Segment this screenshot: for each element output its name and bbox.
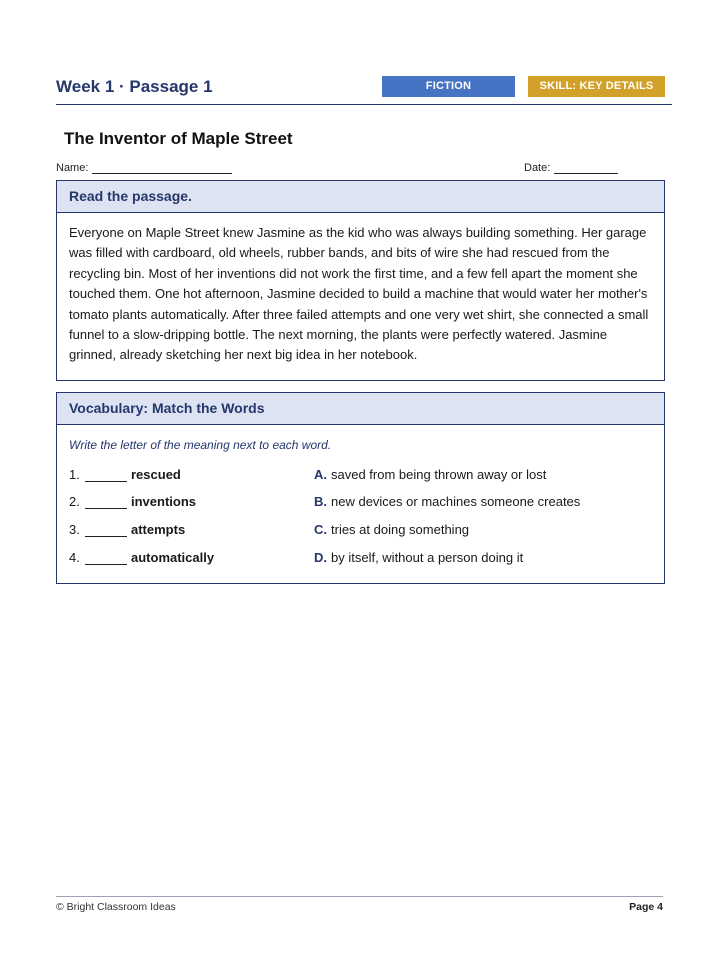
genre-badge: FICTION xyxy=(382,76,515,97)
page-header xyxy=(56,74,672,106)
vocabulary-heading: Vocabulary: Match the Words xyxy=(57,393,664,425)
definition-letter: A. xyxy=(314,467,327,482)
date-label: Date: xyxy=(524,162,551,174)
vocab-number: 4. xyxy=(69,550,80,565)
copyright-notice: © Bright Classroom Ideas xyxy=(56,901,176,913)
vocab-word: automatically xyxy=(131,550,215,565)
passage-title: The Inventor of Maple Street xyxy=(64,129,293,148)
vocabulary-section xyxy=(56,392,665,584)
answer-blank[interactable] xyxy=(85,522,127,537)
vocab-row xyxy=(69,494,649,514)
vocab-word: attempts xyxy=(131,522,186,537)
vocab-row xyxy=(69,467,649,487)
vocab-word: inventions xyxy=(131,494,197,509)
footer-divider xyxy=(56,896,663,897)
skill-badge: SKILL: KEY DETAILS xyxy=(528,76,665,97)
vocab-row xyxy=(69,522,649,542)
definition-text: saved from being thrown away or lost xyxy=(331,467,547,482)
vocabulary-instructions: Write the letter of the meaning next to each word. xyxy=(69,438,332,452)
definition-text: tries at doing something xyxy=(331,522,470,537)
answer-blank[interactable] xyxy=(85,550,127,565)
definition-letter: B. xyxy=(314,494,327,509)
name-label: Name: xyxy=(56,162,89,174)
vocab-number: 1. xyxy=(69,467,80,482)
vocab-word: rescued xyxy=(131,467,181,482)
vocab-number: 3. xyxy=(69,522,80,537)
definition-text: by itself, without a person doing it xyxy=(331,550,524,565)
week-title: Week 1 · Passage 1 xyxy=(56,77,213,96)
header-divider xyxy=(56,104,672,105)
vocab-row xyxy=(69,550,649,570)
definition-letter: C. xyxy=(314,522,327,537)
page-number: Page 4 xyxy=(629,901,663,913)
passage-section-heading: Read the passage. xyxy=(57,181,664,213)
passage-section xyxy=(56,180,665,381)
name-field[interactable] xyxy=(56,162,232,174)
definition-letter: D. xyxy=(314,550,327,565)
definition-text: new devices or machines someone creates xyxy=(331,494,581,509)
answer-blank[interactable] xyxy=(85,467,127,482)
date-blank[interactable] xyxy=(554,163,618,174)
passage-text: Everyone on Maple Street knew Jasmine as the kid who was always building something. Her garage was filled with cardboard, old wheels, rubber bands, and bits of wire she had rescued from the recycling bin. Most of her inventions did not work the first time, and a few fell apart the moment she touched them. One hot afternoon, Jasmine decided to build a machine that would water her mother's tomato plants automatically. After three failed attempts and one very wet shirt, she connected a small funnel to a slow-dripping bottle. The next morning, the plants were perfectly watered. Jasmine grinned, already sketching her next big idea in her notebook. xyxy=(69,225,649,363)
name-blank[interactable] xyxy=(92,163,232,174)
date-field[interactable] xyxy=(524,162,618,174)
answer-blank[interactable] xyxy=(85,494,127,509)
vocab-number: 2. xyxy=(69,494,80,509)
